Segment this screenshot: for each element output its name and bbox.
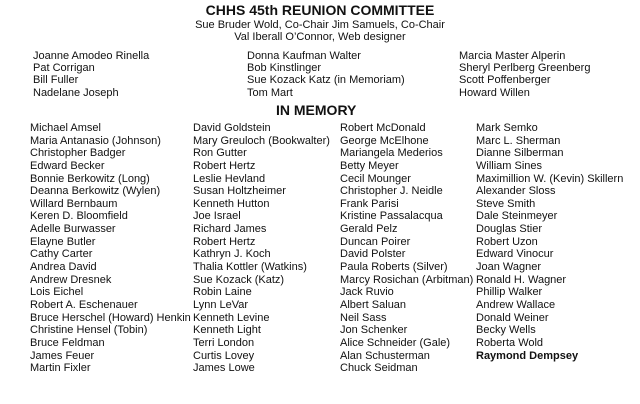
memorial-name: James Feuer [30,349,95,362]
memorial-name: Alice Schneider (Gale) [340,336,451,349]
memorial-name: Edward Vinocur [476,248,554,261]
memorial-name: Betty Meyer [340,159,399,172]
memorial-name: Joan Wagner [476,261,542,274]
memorial-name: Christopher Badger [30,147,126,160]
page-title: CHHS 45th REUNION COMMITTEE [205,2,435,18]
committee-column-1 [33,50,149,99]
committee-member: Donna Kaufman Walter [247,50,361,62]
memorial-name: George McElhone [340,134,429,147]
memorial-name: Gerald Pelz [340,223,398,236]
memorial-name: Kenneth Light [193,324,261,337]
memorial-name: Dianne Silberman [476,147,564,160]
memorial-name: Elayne Butler [30,235,96,248]
memorial-name: Bruce Feldman [30,336,105,349]
cochairs-line: Sue Bruder Wold, Co-Chair Jim Samuels, Co-Chair [195,19,445,31]
committee-column-3 [459,50,590,99]
memorial-name: Robin Laine [193,286,252,299]
memorial-name: Cecil Mounger [340,172,411,185]
memorial-name: William Sines [476,159,543,172]
memorial-name: Raymond Dempsey [476,349,579,362]
memorial-name: Chuck Seidman [340,362,418,375]
memorial-name: Marc L. Sherman [476,134,561,147]
committee-member: Sheryl Perlberg Greenberg [459,62,591,75]
memorial-name: Neil Sass [340,311,387,324]
memory-column-4 [476,122,623,362]
memorial-name: Joe Israel [193,210,241,223]
memorial-name: Bonnie Berkowitz (Long) [30,172,150,185]
memorial-name: Jack Ruvio [340,286,394,299]
memorial-name: Steve Smith [476,197,536,210]
memorial-name: Leslie Hevland [193,172,266,185]
committee-column-2 [247,50,405,99]
memorial-name: Ron Gutter [193,147,247,160]
memorial-name: Kathryn J. Koch [193,248,271,261]
memorial-name: Andrew Dresnek [30,273,112,286]
committee-member: Tom Mart [247,86,293,99]
memorial-name: Jon Schenker [340,324,408,337]
memorial-name: Lois Eichel [30,286,84,299]
committee-member: Sue Kozack Katz (in Memoriam) [247,74,405,87]
memorial-name: Kenneth Hutton [193,197,270,210]
memorial-name: Robert McDonald [340,122,426,134]
web-designer-line: Val Iberall O’Connor, Web designer [234,31,406,43]
memorial-name: David Polster [340,248,406,261]
memorial-name: Mariangela Mederios [340,147,443,160]
memorial-name: Andrew Wallace [476,298,556,311]
in-memory-heading: IN MEMORY [276,102,357,118]
memorial-name: Thalia Kottler (Watkins) [193,261,307,274]
memorial-name: David Goldstein [193,122,271,134]
committee-member: Bob Kinstlinger [247,62,321,75]
memorial-name: Susan Holtzheimer [193,185,286,198]
memorial-name: Robert Hertz [193,235,256,248]
memorial-name: Phillip Walker [476,286,543,299]
memorial-name: Christopher J. Neidle [340,185,443,198]
committee-member: Bill Fuller [33,74,79,87]
memorial-name: Terri London [193,336,255,349]
memorial-name: Frank Parisi [340,197,399,210]
memorial-name: Paula Roberts (Silver) [340,261,448,274]
memorial-name: Mary Greuloch (Bookwalter) [193,134,330,147]
memorial-name: Robert Hertz [193,159,256,172]
memorial-name: Lynn LeVar [193,298,249,311]
memorial-name: Dale Steinmeyer [476,210,558,223]
committee-member: Nadelane Joseph [33,86,119,99]
memorial-name: Douglas Stier [476,223,543,236]
memorial-name: Adelle Burwasser [30,223,116,236]
memorial-name: Andrea David [30,261,97,274]
memorial-name: Roberta Wold [476,336,544,349]
memorial-name: Maria Antanasio (Johnson) [30,134,161,147]
memorial-name: Kristine Passalacqua [340,210,443,223]
memorial-name: Donald Weiner [476,311,549,324]
memory-column-2 [193,122,330,375]
memory-column-1 [30,122,191,375]
memorial-name: Kenneth Levine [193,311,270,324]
memorial-name: James Lowe [193,362,255,375]
memorial-name: Curtis Lovey [193,349,255,362]
memorial-name: Becky Wells [476,324,536,337]
memorial-name: Robert Uzon [476,235,538,248]
memorial-name: Martin Fixler [30,362,91,375]
memorial-name: Edward Becker [30,159,105,172]
memorial-name: Robert A. Eschenauer [30,298,138,311]
memorial-name: Sue Kozack (Katz) [193,273,285,286]
memorial-name: Alexander Sloss [476,185,556,198]
memorial-name: Bruce Herschel (Howard) Henkin [30,311,191,324]
memorial-name: Maximillion W. (Kevin) Skillern [476,172,624,185]
memorial-name: Deanna Berkowitz (Wylen) [30,185,161,198]
committee-member: Marcia Master Alperin [459,50,566,62]
memorial-name: Cathy Carter [30,248,93,261]
memorial-name: Mark Semko [476,122,538,134]
memorial-name: Alan Schusterman [340,349,430,362]
committee-member: Howard Willen [459,86,530,99]
committee-member: Joanne Amodeo Rinella [33,50,150,62]
memorial-name: Duncan Poirer [340,235,411,248]
memorial-name: Richard James [193,223,267,236]
memory-column-3 [340,122,473,375]
memorial-name: Albert Saluan [340,298,407,311]
memorial-name: Willard Bernbaum [30,197,118,210]
committee-member: Pat Corrigan [33,62,95,75]
committee-member: Scott Poffenberger [459,74,551,87]
memorial-name: Ronald H. Wagner [476,273,567,286]
memorial-name: Michael Amsel [30,122,101,134]
memorial-name: Keren D. Bloomfield [30,210,128,223]
memorial-name: Christine Hensel (Tobin) [30,324,148,337]
memorial-name: Marcy Rosichan (Arbitman) [340,273,474,286]
